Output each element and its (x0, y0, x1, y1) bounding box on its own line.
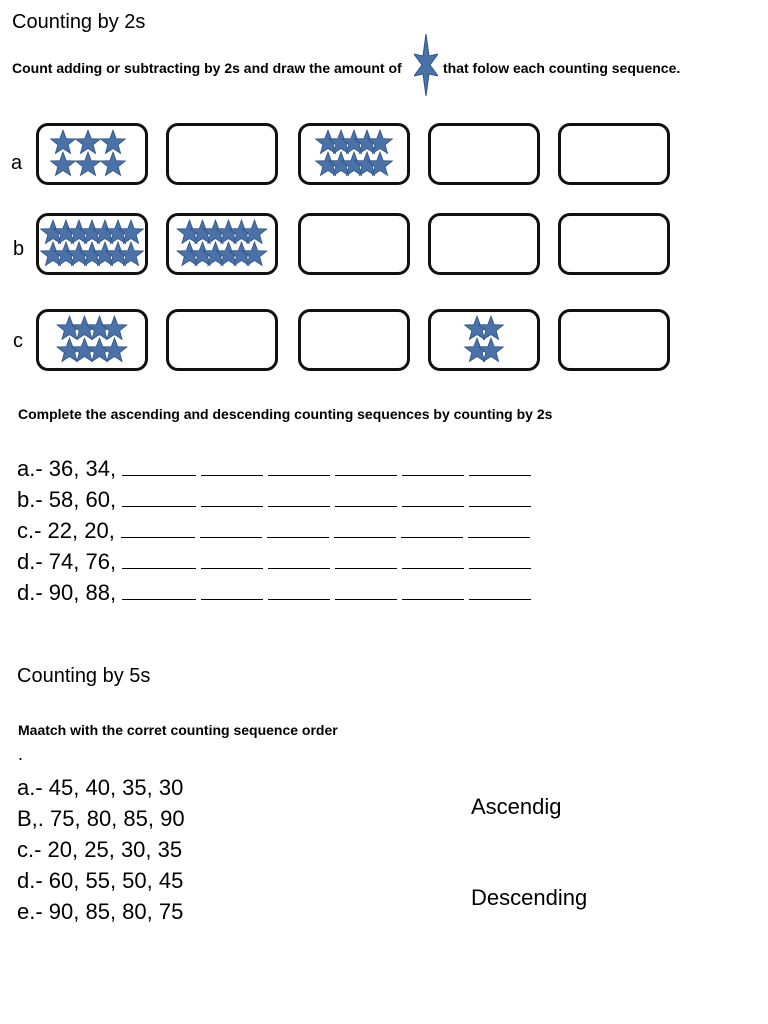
star-icon (51, 152, 76, 176)
answer-blank[interactable] (334, 519, 396, 538)
star-box[interactable] (298, 213, 410, 275)
star-box[interactable] (298, 309, 410, 371)
answer-blank[interactable] (268, 550, 330, 569)
star-box[interactable] (558, 309, 670, 371)
answer-blank[interactable] (201, 550, 263, 569)
star-box[interactable] (298, 123, 410, 185)
sequence-prefix: c.- 22, 20, (17, 518, 115, 543)
sequence-prefix: d.- 74, 76, (17, 549, 117, 574)
answer-blank[interactable] (121, 519, 195, 538)
match-item-b: B,. 75, 80, 85, 90 (17, 806, 185, 831)
sequence-line-a (17, 453, 536, 484)
sequence-line-b (17, 484, 536, 515)
answer-blank[interactable] (122, 457, 196, 476)
answer-blank[interactable] (469, 550, 531, 569)
category-descending: Descending (471, 885, 588, 910)
answer-blank[interactable] (335, 457, 397, 476)
answer-blank[interactable] (122, 550, 196, 569)
star-icon (76, 130, 101, 154)
row-label-b: b (13, 238, 25, 260)
star-box[interactable] (558, 123, 670, 185)
sequence-line-d2 (17, 577, 536, 608)
answer-blank[interactable] (200, 519, 262, 538)
sequence-prefix: d.- 90, 88, (17, 580, 117, 605)
sequence-list (17, 453, 536, 608)
star-icon (101, 152, 126, 176)
star-icon (51, 130, 76, 154)
sequence-prefix: b.- 58, 60, (17, 487, 117, 512)
answer-blank[interactable] (335, 488, 397, 507)
dot-marker: . (18, 744, 24, 764)
answer-blank[interactable] (268, 488, 330, 507)
star-box[interactable] (428, 309, 540, 371)
row-label-c: c (13, 330, 23, 352)
answer-blank[interactable] (335, 550, 397, 569)
sequence-line-c (17, 515, 536, 546)
answer-blank[interactable] (468, 519, 530, 538)
star-box[interactable] (428, 213, 540, 275)
answer-blank[interactable] (268, 457, 330, 476)
answer-blank[interactable] (201, 457, 263, 476)
answer-blank[interactable] (268, 581, 330, 600)
star-box[interactable] (36, 309, 148, 371)
star-box[interactable] (428, 123, 540, 185)
answer-blank[interactable] (402, 457, 464, 476)
answer-blank[interactable] (469, 488, 531, 507)
answer-blank[interactable] (402, 488, 464, 507)
star-box[interactable] (166, 123, 278, 185)
answer-blank[interactable] (469, 457, 531, 476)
star-icon (101, 130, 126, 154)
match-item-d: d.- 60, 55, 50, 45 (17, 868, 184, 893)
star-box[interactable] (36, 123, 148, 185)
star-box[interactable] (166, 213, 278, 275)
star-icon (414, 34, 438, 96)
star-icon (76, 152, 101, 176)
match-item-c: c.- 20, 25, 30, 35 (17, 837, 183, 862)
answer-blank[interactable] (402, 550, 464, 569)
answer-blank[interactable] (401, 519, 463, 538)
sequence-line-d (17, 546, 536, 577)
instruction-draw-stars-end: that folow each counting sequence. (443, 60, 681, 76)
star-box[interactable] (36, 213, 148, 275)
answer-blank[interactable] (122, 488, 196, 507)
instruction-match: Maatch with the corret counting sequence order (18, 722, 338, 738)
section-title-counting-by-2s: Counting by 2s (12, 11, 146, 33)
answer-blank[interactable] (469, 581, 531, 600)
answer-blank[interactable] (201, 488, 263, 507)
match-item-e: e.- 90, 85, 80, 75 (17, 899, 184, 924)
answer-blank[interactable] (201, 581, 263, 600)
answer-blank[interactable] (335, 581, 397, 600)
answer-blank[interactable] (402, 581, 464, 600)
instruction-draw-stars: Count adding or subtracting by 2s and draw the amount of (12, 60, 402, 76)
match-list (17, 772, 185, 927)
sequence-prefix: a.- 36, 34, (17, 456, 117, 481)
answer-blank[interactable] (267, 519, 329, 538)
row-label-a: a (11, 152, 23, 174)
match-item-a: a.- 45, 40, 35, 30 (17, 775, 184, 800)
star-box[interactable] (558, 213, 670, 275)
section-title-counting-by-5s: Counting by 5s (17, 665, 151, 687)
category-ascending: Ascendig (471, 794, 562, 819)
instruction-complete-sequences: Complete the ascending and descending counting sequences by counting by 2s (18, 406, 553, 422)
star-box[interactable] (166, 309, 278, 371)
answer-blank[interactable] (122, 581, 196, 600)
